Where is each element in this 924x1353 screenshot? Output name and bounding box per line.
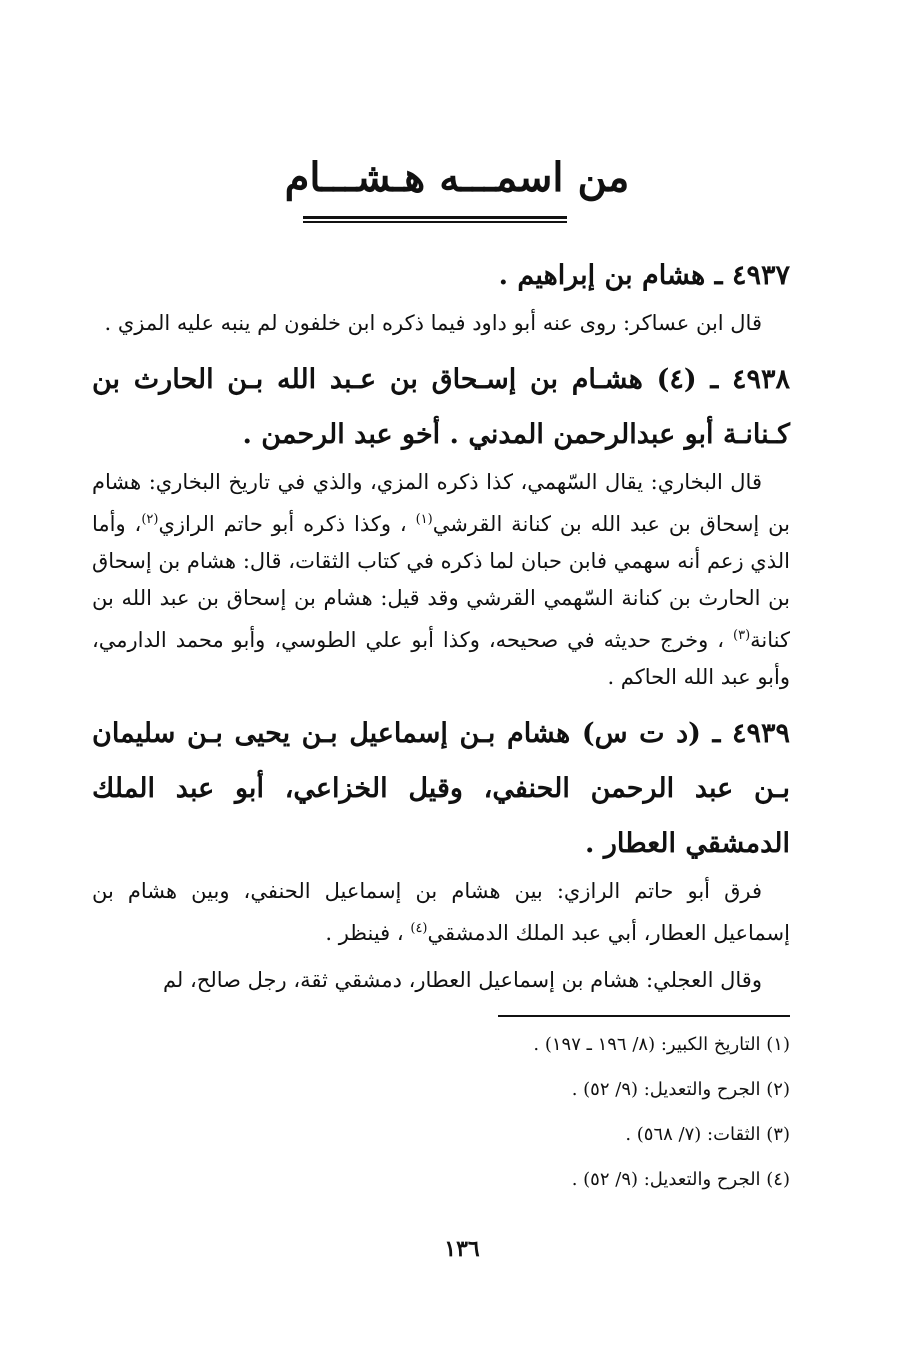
entry-heading: ٤٩٣٩ ـ (د ت س) هشام بـن إسماعيل بـن يحيى بـن سليمان بـن عبد الرحمن الحنفي، وقيل الخزاعي، أبو عبد الملك الدمشقي العطار . — [92, 718, 790, 859]
footnote-reference: (٤) — [410, 921, 428, 936]
entry-paragraph — [92, 464, 790, 696]
footnote-item: (١) التاريخ الكبير: (٨/ ١٩٦ ـ ١٩٧) . — [533, 1034, 790, 1055]
section-title: من اسمـــه هـشـــام — [284, 154, 630, 201]
entry-paragraph — [92, 305, 790, 342]
title-underline-secondary — [303, 221, 567, 223]
footnote-item: (٣) الثقات: (٧/ ٥٦٨) . — [625, 1124, 790, 1145]
entry-heading: ٤٩٣٨ ـ (٤) هشـام بن إسـحاق بن عـبد الله بـن الحارث بن كـنانـة أبو عبدالرحمن المدني . أخو عبد الرحمن . — [92, 364, 790, 450]
paragraph-text: وقال العجلي: هشام بن إسماعيل العطار، دمشقي ثقة، رجل صالح، لم — [162, 968, 762, 992]
paragraph-text: ، فينظر . — [325, 921, 411, 945]
section-title-block — [0, 150, 924, 206]
title-underline — [303, 216, 567, 219]
paragraph-text: ، وأما الذي زعم أنه سهمي فابن حبان لما ذكره في كتاب الثقات، قال: هشام بن إسحاق بن الحارث بن كنانة السّهمي القرشي وقد قيل: هشام بن إسحاق بن عبد الله بن كنانة — [92, 512, 790, 652]
footnotes — [92, 1022, 790, 1202]
entry-paragraph — [92, 873, 790, 952]
entry-heading: ٤٩٣٧ ـ هشام بن إبراهيم . — [498, 260, 790, 291]
footnote-reference: (٣) — [733, 628, 751, 643]
footnote-divider — [498, 1015, 790, 1017]
paragraph-text: ، وكذا ذكره أبو حاتم الرازي — [158, 512, 416, 536]
footnote-item: (٤) الجرح والتعديل: (٩/ ٥٢) . — [571, 1169, 790, 1190]
entry-paragraph — [92, 962, 790, 999]
paragraph-text: قال ابن عساكر: روى عنه أبو داود فيما ذكره ابن خلفون لم ينبه عليه المزي . — [104, 311, 762, 335]
entries-body — [92, 248, 790, 1009]
paragraph-text: فرق أبو حاتم الرازي: بين هشام بن إسماعيل الحنفي، وبين هشام بن إسماعيل العطار، أبي عبد الملك الدمشقي — [92, 879, 790, 945]
page-number: ١٣٦ — [444, 1236, 480, 1262]
footnote-reference: (٢) — [141, 512, 159, 527]
paragraph-text: قال البخاري: يقال السّهمي، كذا ذكره المزي، والذي في تاريخ البخاري: هشام بن إسحاق بن عبد الله بن كنانة القرشي — [92, 470, 790, 536]
paragraph-text: ، وخرج حديثه في صحيحه، وكذا أبو علي الطوسي، وأبو محمد الدارمي، وأبو عبد الله الحاكم . — [92, 628, 790, 689]
footnote-reference: (١) — [415, 512, 433, 527]
footnote-item: (٢) الجرح والتعديل: (٩/ ٥٢) . — [571, 1079, 790, 1100]
